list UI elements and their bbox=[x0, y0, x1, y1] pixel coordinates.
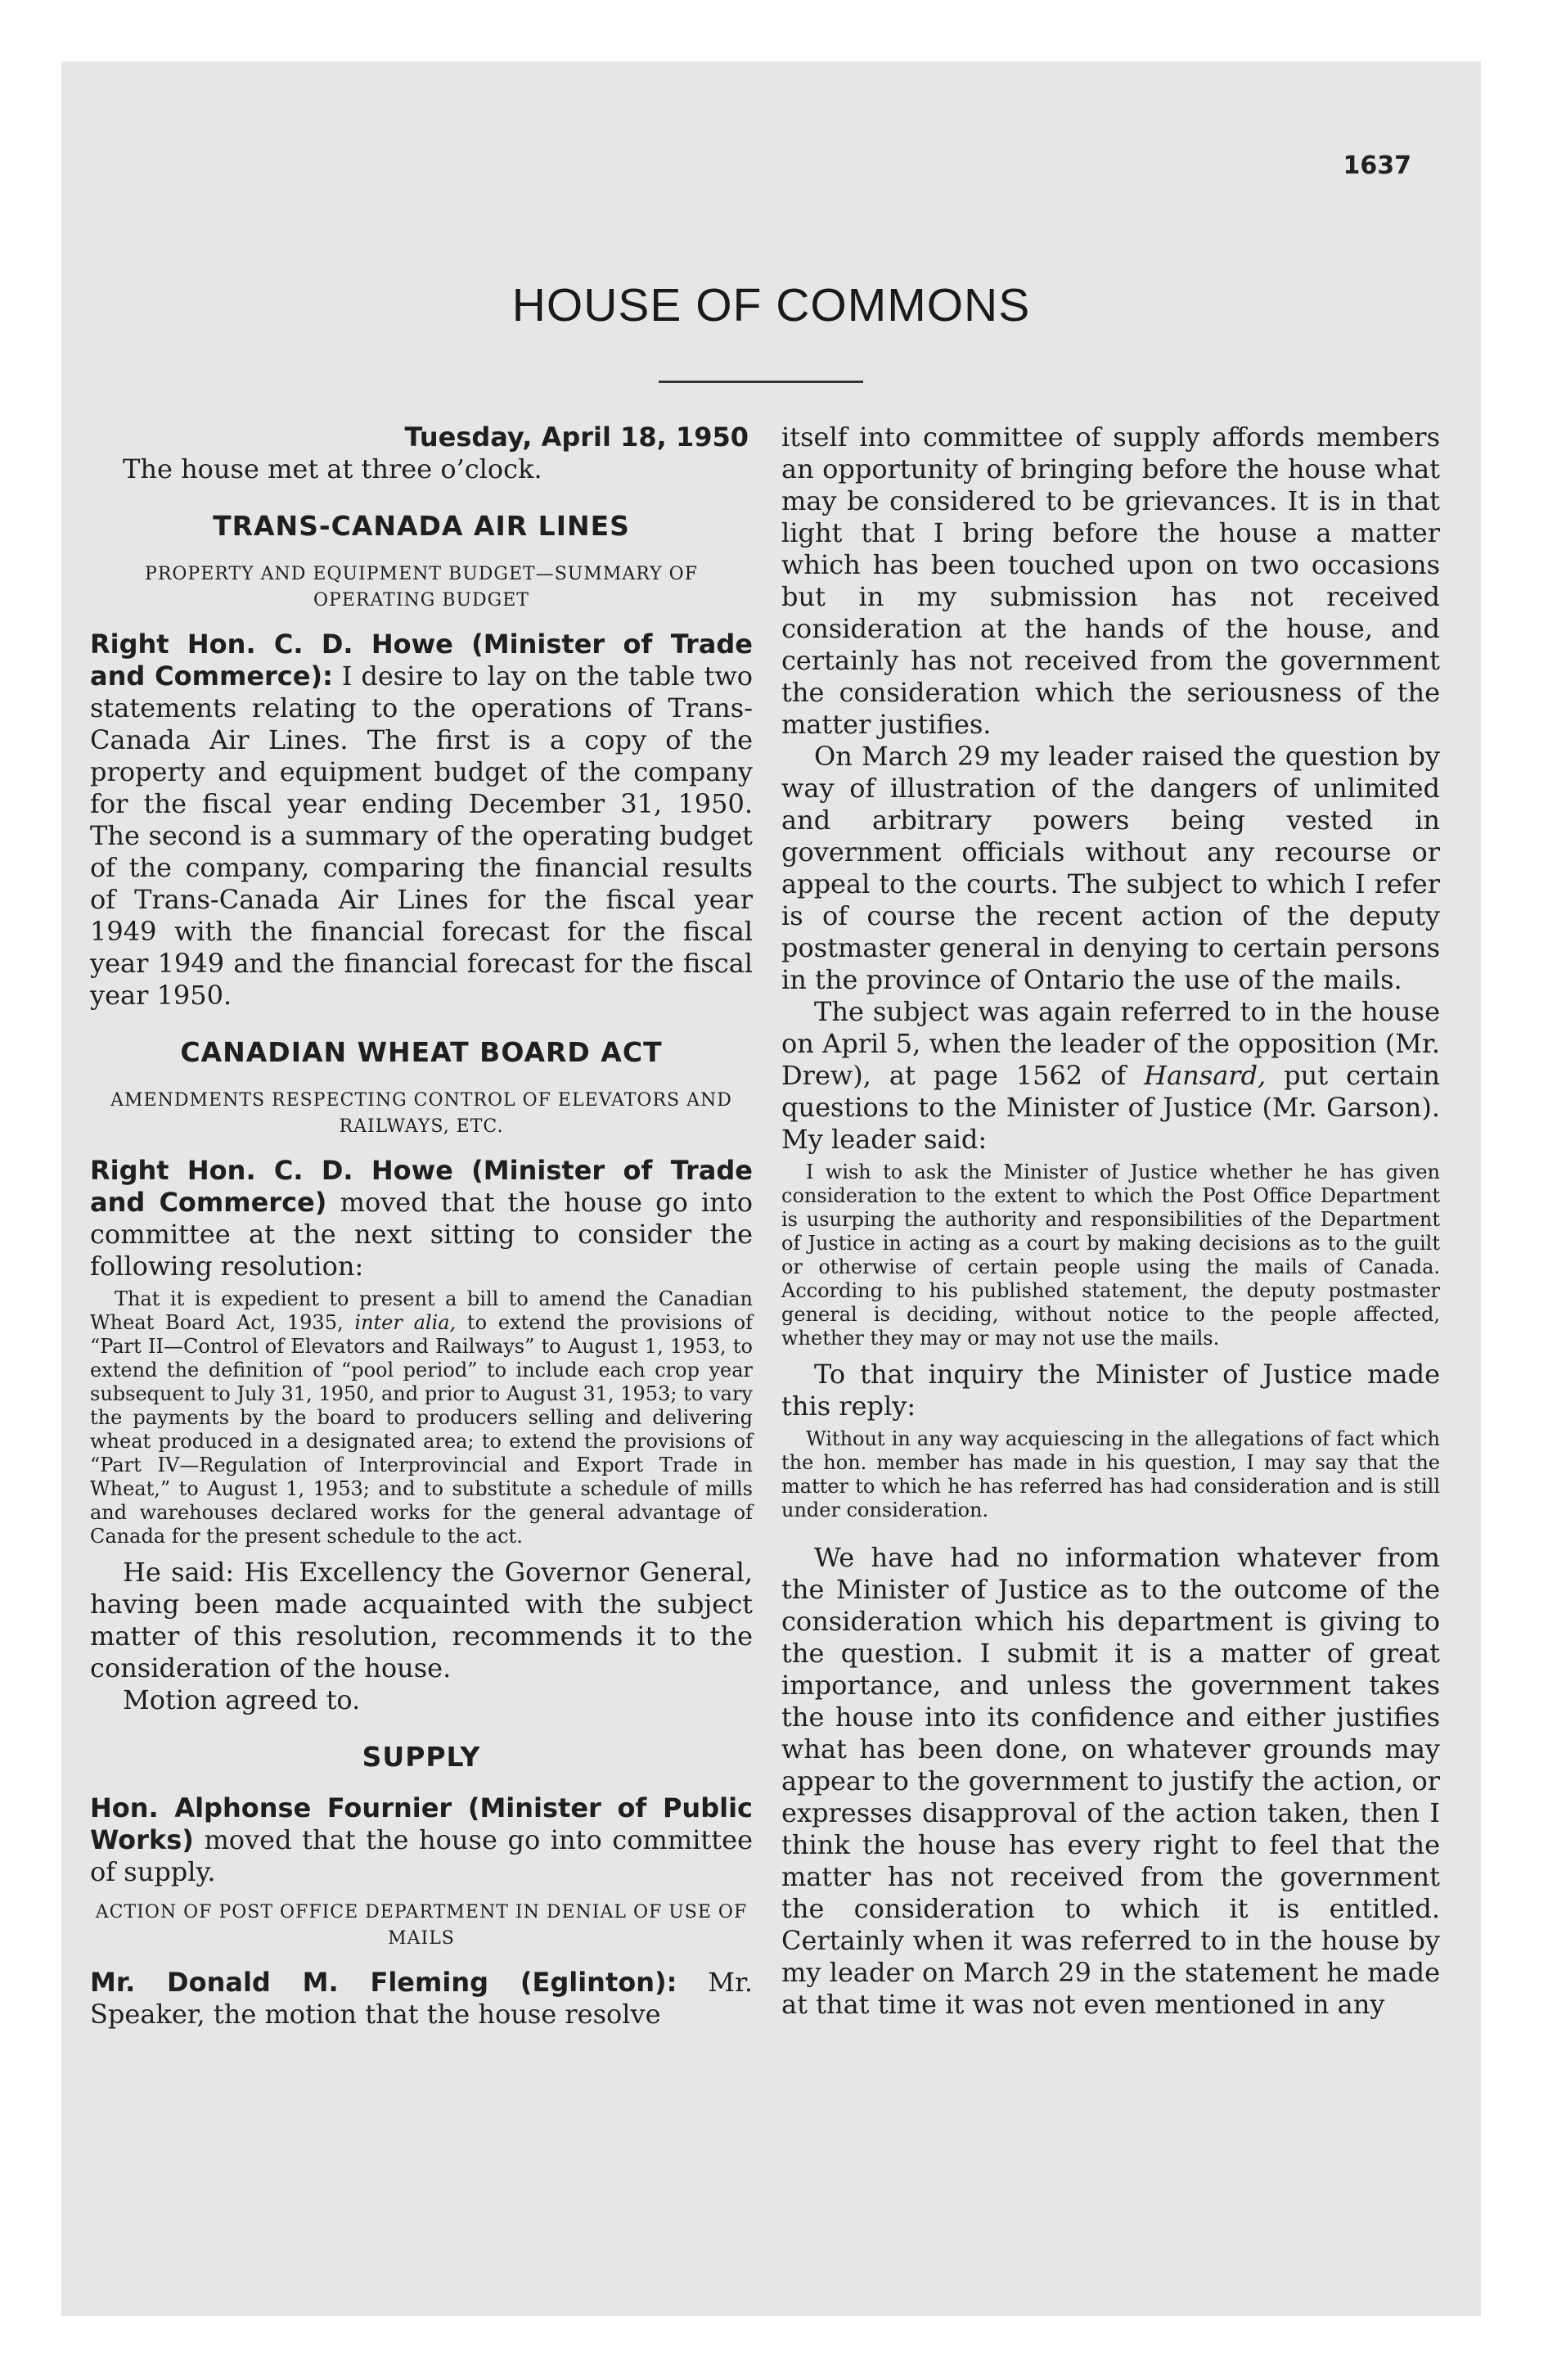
opening-line: The house met at three o’clock. bbox=[123, 453, 542, 485]
paragraph-reply-intro: To that inquiry the Minister of Justice made this reply: bbox=[781, 1359, 1440, 1422]
quote-drew bbox=[781, 1161, 1440, 1350]
paragraph-fournier bbox=[90, 1792, 753, 1888]
paragraph-fleming bbox=[90, 1967, 753, 2031]
section-heading-wheat-board: CANADIAN WHEAT BOARD ACT bbox=[180, 1036, 663, 1068]
subheading-elevators: AMENDMENTS RESPECTING CONTROL OF ELEVATORS AND RAILWAYS, ETC. bbox=[110, 1090, 732, 1137]
speaker-fleming: Mr. Donald M. Fleming (Eglinton): bbox=[90, 1967, 677, 1998]
page-title: HOUSE OF COMMONS bbox=[511, 279, 1031, 331]
hansard-page bbox=[61, 61, 1481, 2316]
quote-garson bbox=[781, 1427, 1440, 1522]
sitting-date: Tuesday, April 18, 1950 bbox=[404, 421, 749, 453]
subheading-budget: PROPERTY AND EQUIPMENT BUDGET—SUMMARY OF OPERATING BUDGET bbox=[145, 564, 698, 611]
speech-text: Mr. Speaker, the motion that the house resolve bbox=[90, 1967, 754, 2030]
section-heading-air-lines: TRANS-CANADA AIR LINES bbox=[213, 510, 630, 542]
speech-text: The subject was again referred to in the house on April 5, when the leader of the opposition (Mr. Drew), at page 1562 of bbox=[781, 996, 1440, 1091]
hansard-italic: Hansard, bbox=[1144, 1060, 1267, 1091]
paragraph-no-information: We have had no information whatever from the Minister of Justice as to the outcome of the consideration which his department is giving to the question. I submit it is a matter of great importance, and unless the government takes the house into its confidence and either justifies what has been done, on whatever grounds may appear to the government to justify the action, or expresses disapproval of the action taken, then I think the house has every right to feel that the matter has not received from the government the consideration to which it is entitled. Certainly when it was referred to in the house by my leader on March 29 in the statement he made at that time it was not even mentioned in any bbox=[781, 1542, 1440, 2020]
speech-text: moved that the house go into committee at the next sitting to consider the following resolution: bbox=[90, 1187, 754, 1282]
paragraph-april-5 bbox=[781, 996, 1440, 1156]
speech-text: moved that the house go into committee of supply. bbox=[90, 1824, 753, 1887]
quote-text: to extend the provisions of “Part II—Control of Elevators and Railways” to August 1, 1953, to extend the definition of “pool period” to include each crop year subsequent to July 31, 1950, and prior to August 31, 1953; to vary the payments by the board to producers selling and delivering wheat produced in a designated area; to extend the provisions of “Part IV—Regulation of Interprovincial and Export Trade in Wheat,” to August 1, 1953; and to substitute a schedule of mills and warehouses declared works for the general advantage of Canada for the present schedule to the act. bbox=[90, 1311, 753, 1548]
resolution-quote bbox=[90, 1287, 753, 1548]
quote-text: Without in any way acquiescing in the allegations of fact which the hon. member has made in his question, I may say that the matter to which he has referred has had consideration and is still under consideration. bbox=[781, 1427, 1440, 1521]
quote-text: That it is expedient to present a bill to amend the Canadian Wheat Board Act, 1935, bbox=[90, 1287, 753, 1334]
section-heading-supply: SUPPLY bbox=[362, 1741, 481, 1773]
subheading-post-office: ACTION OF POST OFFICE DEPARTMENT IN DENIAL OF USE OF MAILS bbox=[95, 1902, 748, 1949]
speech-text: put certain questions to the Minister of Justice (Mr. Garson). My leader said: bbox=[781, 1060, 1441, 1155]
paragraph-he-said: He said: His Excellency the Governor General, having been made acquainted with the subject matter of this resolution, recommends it to the consideration of the house. bbox=[90, 1557, 753, 1684]
paragraph-march-29: On March 29 my leader raised the question by way of illustration of the dangers of unlimited and arbitrary powers being vested in government officials without any recourse or appeal to the courts. The subject to which I refer is of course the recent action of the deputy postmaster general in denying to certain persons in the province of Ontario the use of the mails. bbox=[781, 741, 1440, 995]
right-column bbox=[781, 421, 1440, 2021]
left-column bbox=[90, 421, 753, 2031]
quote-italic: inter alia, bbox=[354, 1311, 457, 1334]
speaker-howe: Right Hon. C. D. Howe (Minister of Trade and Commerce): bbox=[90, 629, 753, 692]
page-number: 1637 bbox=[1343, 151, 1411, 180]
paragraph-howe-wheat bbox=[90, 1155, 753, 1282]
quote-text: I wish to ask the Minister of Justice whether he has given consideration to the extent to which the Post Office Department is usurping the authority and responsibilities of the Department of Justice in acting as a court by making decisions as to the guilt or otherwise of certain people using the mails of Canada. According to his published statement, the deputy postmaster general is deciding, without notice to the people affected, whether they may or may not use the mails. bbox=[781, 1161, 1440, 1350]
speaker-howe-2: Right Hon. C. D. Howe (Minister of Trade and Commerce) bbox=[90, 1155, 753, 1218]
title-rule bbox=[659, 381, 863, 383]
speech-text: I desire to lay on the table two statements relating to the operations of Trans-Canada Air Lines. The first is a copy of the property and equipment budget of the company for the fiscal year ending December 31, 1950. The second is a summary of the operating budget of the company, comparing the financial results of Trans-Canada Air Lines for the fiscal year 1949 with the financial forecast for the fiscal year 1949 and the financial forecast for the fiscal year 1950. bbox=[90, 660, 753, 1011]
paragraph-howe-air-lines bbox=[90, 629, 753, 1012]
paragraph-fleming-cont: itself into committee of supply affords members an opportunity of bringing before the house what may be considered to be grievances. It is in that light that I bring before the house a matter which has been touched upon on two occasions but in my submission has not received consideration at the hands of the house, and certainly has not received from the government the consideration which the seriousness of the matter justifies. bbox=[781, 421, 1440, 740]
speaker-fournier: Hon. Alphonse Fournier (Minister of Public Works) bbox=[90, 1792, 753, 1855]
motion-agreed: Motion agreed to. bbox=[123, 1684, 361, 1715]
